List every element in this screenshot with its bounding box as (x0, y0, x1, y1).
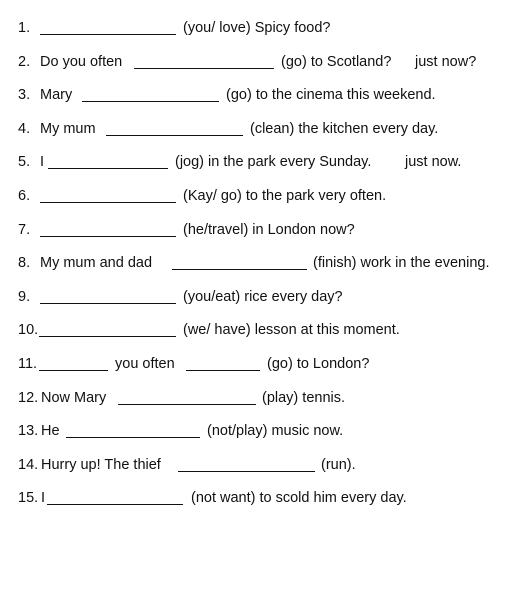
item-number: 11. (18, 355, 38, 372)
exercise-item-15 (0, 488, 527, 522)
item-text: My mum (40, 120, 96, 137)
answer-blank[interactable] (39, 370, 108, 371)
item-number: 13. (18, 423, 39, 440)
item-text: Mary (40, 87, 73, 104)
exercise-item-12 (0, 388, 527, 422)
item-text: Do you often (40, 53, 123, 70)
exercise-worksheet (0, 18, 527, 522)
exercise-item-8 (0, 253, 527, 287)
answer-blank[interactable] (118, 404, 256, 405)
answer-blank[interactable] (48, 168, 168, 169)
answer-blank[interactable] (40, 236, 176, 237)
item-text: (Kay/ go) to the park very often. (183, 187, 387, 204)
answer-blank[interactable] (82, 101, 219, 102)
item-number: 1. (18, 20, 31, 36)
item-text: (jog) in the park every Sunday. (175, 154, 372, 171)
exercise-item-2 (0, 52, 527, 86)
item-text: (not/play) music now. (207, 423, 344, 440)
item-number: 7. (18, 221, 31, 238)
item-text: you often (115, 355, 175, 372)
exercise-item-5 (0, 152, 527, 186)
item-number: 5. (18, 154, 31, 171)
answer-blank[interactable] (106, 135, 243, 136)
item-text: I (41, 490, 46, 507)
exercise-item-3 (0, 85, 527, 119)
answer-blank[interactable] (134, 68, 274, 69)
item-number: 9. (18, 288, 31, 305)
answer-blank[interactable] (172, 269, 307, 270)
exercise-item-4 (0, 119, 527, 153)
item-text: (finish) work in the evening. (313, 255, 490, 272)
answer-blank[interactable] (66, 437, 200, 438)
item-number: 2. (18, 53, 31, 70)
item-text: (you/eat) rice every day? (183, 288, 343, 305)
answer-blank[interactable] (40, 202, 176, 203)
exercise-item-1 (0, 18, 527, 52)
answer-blank[interactable] (40, 303, 176, 304)
exercise-item-14 (0, 455, 527, 489)
item-number: 4. (18, 120, 31, 137)
item-number: 8. (18, 255, 31, 272)
exercise-item-11 (0, 354, 527, 388)
item-text: (clean) the kitchen every day. (250, 120, 439, 137)
exercise-item-7 (0, 220, 527, 254)
answer-blank[interactable] (47, 504, 183, 505)
item-number: 14. (18, 456, 39, 473)
item-number: 3. (18, 87, 31, 104)
item-text: (you/ love) Spicy food? (183, 20, 331, 36)
item-text: (we/ have) lesson at this moment. (183, 322, 400, 339)
exercise-item-10 (0, 320, 527, 354)
item-text: (go) to Scotland? (281, 53, 392, 70)
item-text: He (41, 423, 60, 440)
answer-blank[interactable] (40, 34, 176, 35)
item-text: (go) to London? (267, 355, 370, 372)
answer-blank[interactable] (186, 370, 260, 371)
item-text: (not want) to scold him every day. (191, 490, 407, 507)
exercise-item-9 (0, 287, 527, 321)
answer-blank[interactable] (178, 471, 315, 472)
item-number: 6. (18, 187, 31, 204)
item-text: (run). (321, 456, 356, 473)
item-text: Hurry up! The thief (41, 456, 161, 473)
exercise-item-6 (0, 186, 527, 220)
item-text: (he/travel) in London now? (183, 221, 355, 238)
item-text: I (40, 154, 45, 171)
item-text: My mum and dad (40, 255, 153, 272)
item-number: 15. (18, 490, 39, 507)
item-text: just now? (415, 53, 477, 70)
item-number: 12. (18, 389, 39, 406)
item-text: (play) tennis. (262, 389, 346, 406)
answer-blank[interactable] (39, 336, 176, 337)
item-text: (go) to the cinema this weekend. (226, 87, 436, 104)
item-text: just now. (405, 154, 462, 171)
item-text: Now Mary (41, 389, 107, 406)
item-number: 10. (18, 322, 39, 339)
exercise-item-13 (0, 421, 527, 455)
